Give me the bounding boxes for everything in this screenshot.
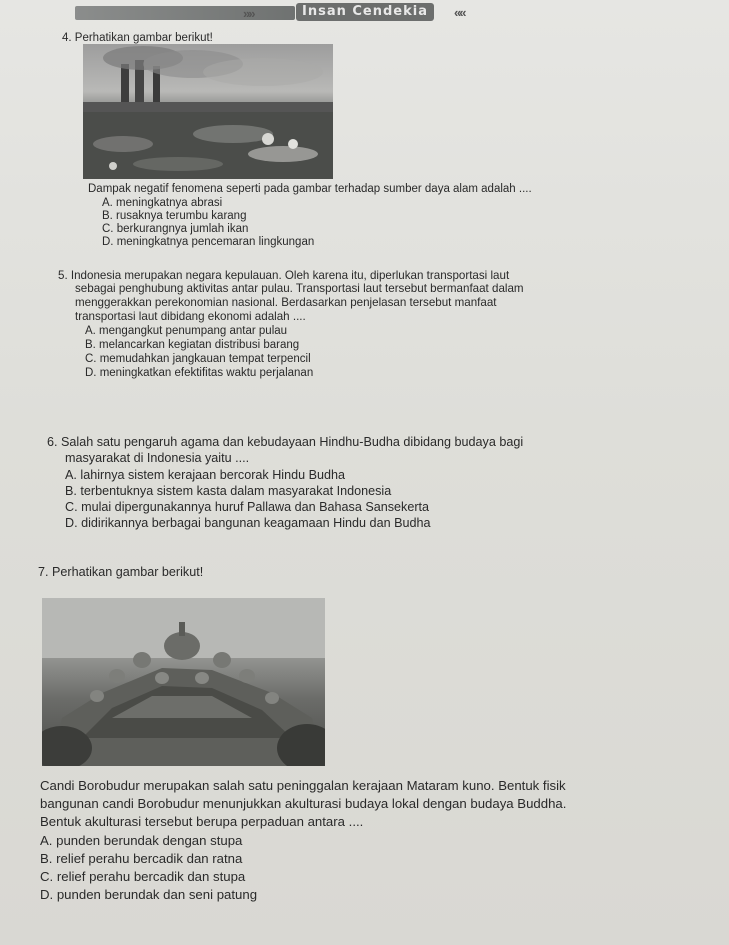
pollution-image (83, 44, 333, 179)
q7-option-b[interactable]: B. relief perahu bercadik dan ratna (40, 851, 243, 866)
q6-option-a[interactable]: A. lahirnya sistem kerajaan bercorak Hindu Budha (65, 468, 346, 482)
q7-line-1: Candi Borobudur merupakan salah satu peninggalan kerajaan Mataram kuno. Bentuk fisik (40, 778, 566, 793)
q5-option-b[interactable]: B. melancarkan kegiatan distribusi barang (85, 339, 300, 351)
q6-option-c[interactable]: C. mulai dipergunakannya huruf Pallawa dan Bahasa Sansekerta (65, 500, 430, 514)
q5-line-1: 5. Indonesia merupakan negara kepulauan. Oleh karena itu, diperlukan transportasi laut (58, 269, 510, 282)
q4-option-b[interactable]: B. rusaknya terumbu karang (102, 210, 247, 222)
q5-line-2: sebagai penghubung aktivitas antar pulau. Transportasi laut tersebut bermanfaat dalam (75, 282, 524, 295)
q7-line-3: Bentuk akulturasi tersebut berupa perpaduan antara .... (40, 814, 364, 829)
q5-line-3: menggerakkan perekonomian nasional. Berdasarkan penjelasan tersebut manfaat (75, 296, 497, 309)
header-bar (75, 6, 295, 20)
q4-title: 4. Perhatikan gambar berikut! (62, 32, 213, 44)
q5-option-a[interactable]: A. mengangkut penumpang antar pulau (85, 325, 288, 337)
double-arrow-right-icon: »» (243, 6, 254, 21)
double-arrow-left-icon: «« (454, 5, 465, 20)
q5-option-d[interactable]: D. meningkatkan efektifitas waktu perjalanan (85, 367, 314, 379)
q4-photo (83, 44, 333, 179)
q4-option-a[interactable]: A. meningkatnya abrasi (102, 197, 223, 209)
borobudur-image (42, 598, 325, 766)
q7-option-a[interactable]: A. punden berundak dengan stupa (40, 833, 243, 848)
q5-line-4: transportasi laut dibidang ekonomi adalah .... (75, 310, 306, 323)
q4-option-d[interactable]: D. meningkatnya pencemaran lingkungan (102, 236, 315, 248)
q6-option-b[interactable]: B. terbentuknya sistem kasta dalam masyarakat Indonesia (65, 484, 392, 498)
q5-option-c[interactable]: C. memudahkan jangkauan tempat terpencil (85, 353, 311, 365)
q7-title: 7. Perhatikan gambar berikut! (38, 565, 204, 579)
q7-option-c[interactable]: C. relief perahu bercadik dan stupa (40, 869, 246, 884)
q6-line-2: masyarakat di Indonesia yaitu .... (65, 451, 250, 465)
q6-line-1: 6. Salah satu pengaruh agama dan kebudayaan Hindhu-Budha dibidang budaya bagi (47, 435, 524, 449)
q7-line-2: bangunan candi Borobudur menunjukkan akulturasi budaya lokal dengan budaya Buddha. (40, 796, 567, 811)
q7-photo (42, 598, 325, 766)
q4-option-c[interactable]: C. berkurangnya jumlah ikan (102, 223, 249, 235)
q7-option-d[interactable]: D. punden berundak dan seni patung (40, 887, 258, 902)
q6-option-d[interactable]: D. didirikannya berbagai bangunan keagamaan Hindu dan Budha (65, 516, 431, 530)
q4-question: Dampak negatif fenomena seperti pada gambar terhadap sumber daya alam adalah .... (88, 183, 532, 195)
brand-label: Insan Cendekia (296, 3, 434, 21)
